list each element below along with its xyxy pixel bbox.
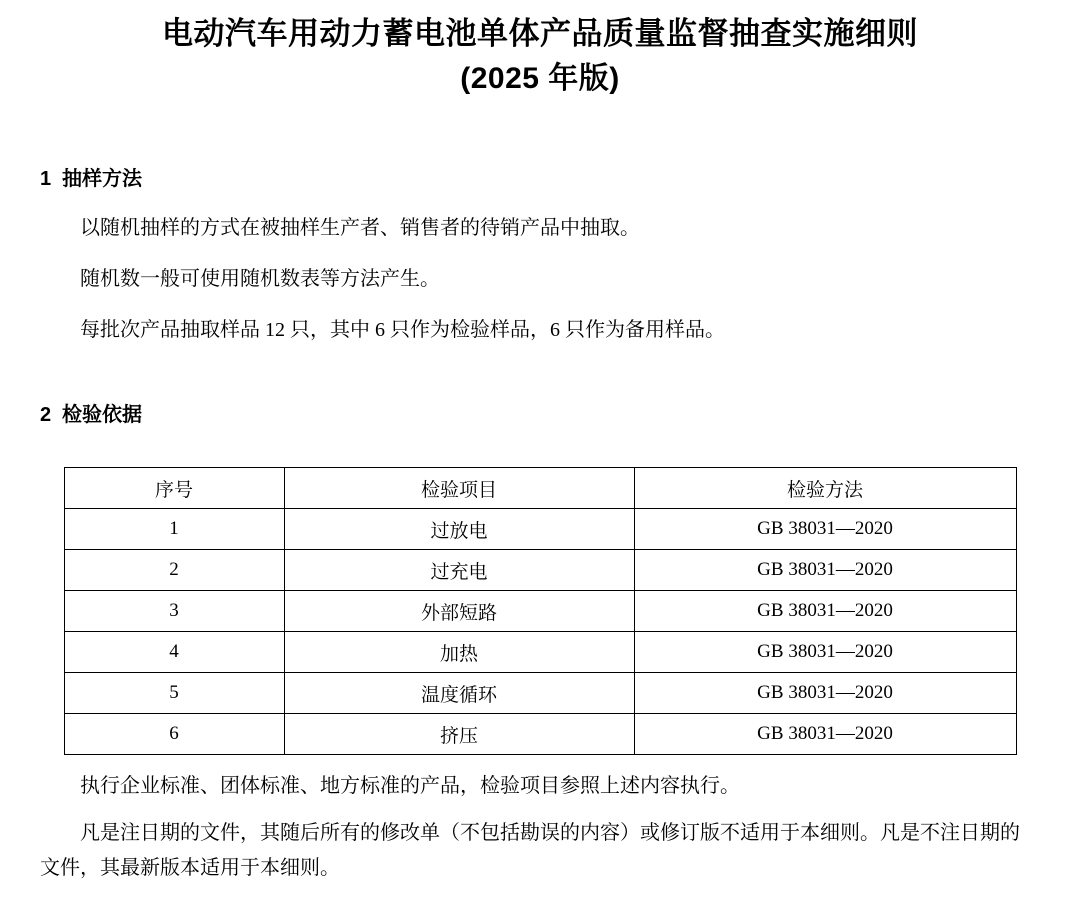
sampling-paragraph-3: 每批次产品抽取样品 12 只，其中 6 只作为检验样品，6 只作为备用样品。 <box>80 319 725 342</box>
cell-index: 5 <box>64 673 284 714</box>
cell-method: GB 38031—2020 <box>634 550 1016 591</box>
section-number: 2 <box>40 404 52 427</box>
section-heading-inspection-basis <box>40 398 1040 427</box>
section-heading-sampling-method <box>40 162 1040 191</box>
cell-index: 2 <box>64 550 284 591</box>
table-row <box>64 550 1016 591</box>
cell-item: 温度循环 <box>284 673 634 714</box>
cell-item: 挤压 <box>284 714 634 755</box>
table-row <box>64 632 1016 673</box>
cell-index: 4 <box>64 632 284 673</box>
cell-item: 过放电 <box>284 509 634 550</box>
cell-method: GB 38031—2020 <box>634 714 1016 755</box>
cell-method: GB 38031—2020 <box>634 673 1016 714</box>
inspection-note-1: 执行企业标准、团体标准、地方标准的产品，检验项目参照上述内容执行。 <box>80 775 740 798</box>
page-title-line-2: (2025 年版) <box>460 61 620 95</box>
table-row <box>64 673 1016 714</box>
cell-item: 加热 <box>284 632 634 673</box>
table-header-row <box>64 468 1016 509</box>
cell-method: GB 38031—2020 <box>634 591 1016 632</box>
cell-method: GB 38031—2020 <box>634 632 1016 673</box>
table-row <box>64 714 1016 755</box>
cell-index: 1 <box>64 509 284 550</box>
section-number: 1 <box>40 168 52 191</box>
cell-item: 过充电 <box>284 550 634 591</box>
column-header-method: 检验方法 <box>634 468 1016 509</box>
table-row <box>64 509 1016 550</box>
sampling-paragraph-1: 以随机抽样的方式在被抽样生产者、销售者的待销产品中抽取。 <box>80 217 640 240</box>
cell-method: GB 38031—2020 <box>634 509 1016 550</box>
table-row <box>64 591 1016 632</box>
column-header-index: 序号 <box>64 468 284 509</box>
column-header-item: 检验项目 <box>284 468 634 509</box>
page-title <box>40 0 1040 100</box>
page-title-line-1: 电动汽车用动力蓄电池单体产品质量监督抽查实施细则 <box>162 16 918 51</box>
section-title: 抽样方法 <box>62 168 142 191</box>
cell-index: 6 <box>64 714 284 755</box>
inspection-basis-table <box>64 467 1017 755</box>
section-title: 检验依据 <box>62 404 142 427</box>
cell-item: 外部短路 <box>284 591 634 632</box>
cell-index: 3 <box>64 591 284 632</box>
sampling-paragraph-2: 随机数一般可使用随机数表等方法产生。 <box>80 268 440 291</box>
inspection-note-2: 凡是注日期的文件，其随后所有的修改单（不包括勘误的内容）或修订版不适用于本细则。凡是不注日期的文件，其最新版本适用于本细则。 <box>40 822 1020 879</box>
